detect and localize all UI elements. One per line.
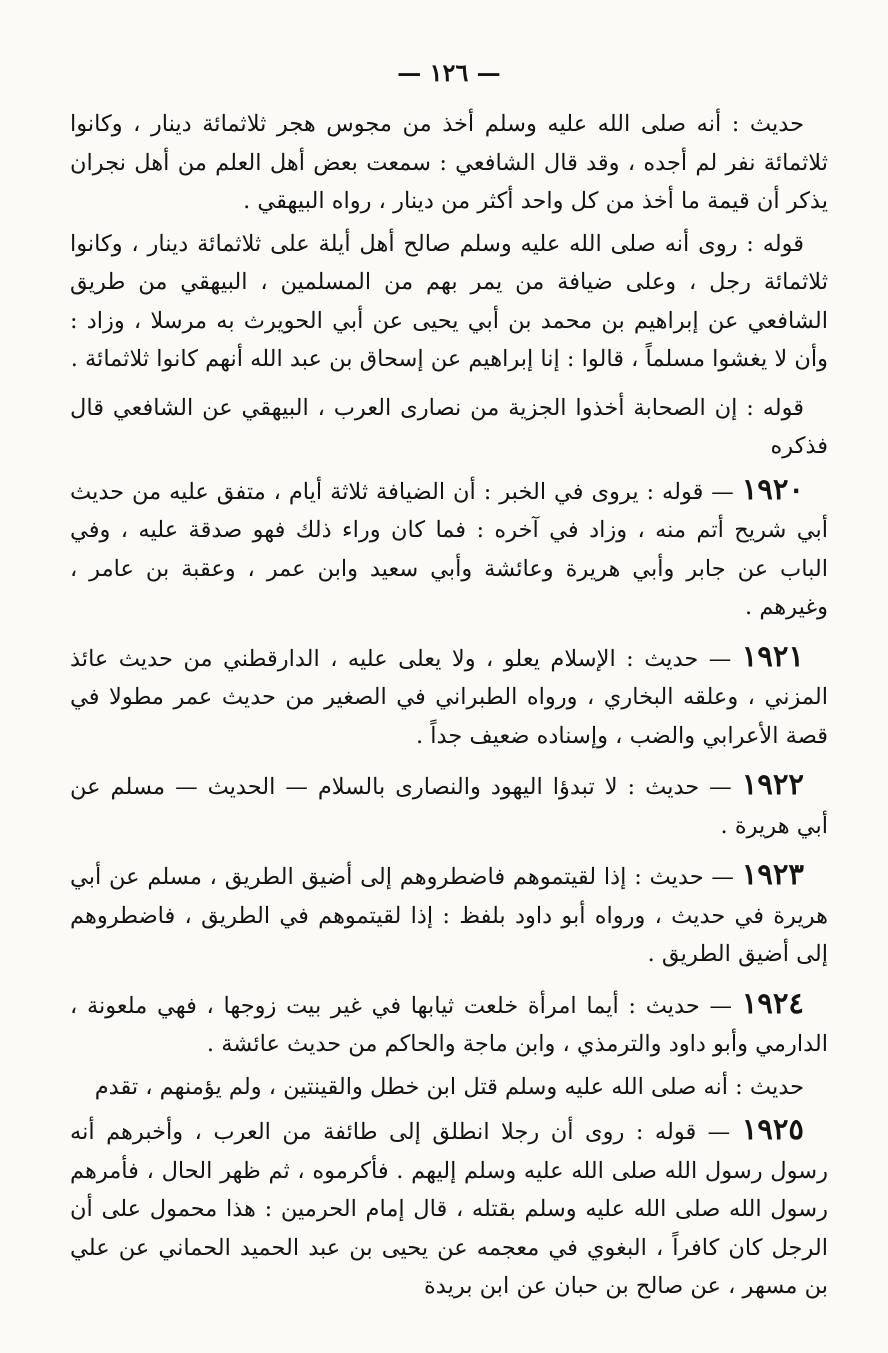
hadith-entry-1921 bbox=[70, 637, 828, 756]
paragraph-qawluh-ayla bbox=[70, 225, 828, 379]
paragraph-text: حديث : أنه صلى الله عليه وسلم قتل ابن خطل والقينتين ، ولم يؤمنهم ، تقدم bbox=[94, 1073, 804, 1100]
hadith-entry-1920 bbox=[70, 470, 828, 627]
paragraph-qawluh-sahaba bbox=[70, 389, 828, 466]
page-number: — ١٢٦ — bbox=[397, 58, 501, 87]
paragraph-hadith-majus bbox=[70, 105, 828, 221]
hadith-number: ١٩٢٤ bbox=[741, 985, 804, 1020]
hadith-entry-1923 bbox=[70, 855, 828, 974]
paragraph-text: حديث : أنه صلى الله عليه وسلم أخذ من مجوس هجر ثلاثمائة دينار ، وكانوا ثلاثمائة نفر لم أجده ، وقد قال الشافعي : سمعت بعض أهل العلم من أهل نجران يذكر أن قيمة ما أخذ من كل واحد أكثر من دينار ، رواه البيهقي . bbox=[70, 111, 828, 214]
paragraph-text: — حديث : لا تبدؤا اليهود والنصارى بالسلام — الحديث — مسلم عن أبي هريرة . bbox=[70, 774, 828, 839]
hadith-number: ١٩٢٥ bbox=[741, 1112, 804, 1146]
paragraph-text: — حديث : إذا لقيتموهم فاضطروهم إلى أضيق الطريق ، مسلم عن أبي هريرة في حديث ، ورواه أبو داود بلفظ : إذا لقيتموهم في الطريق ، فاضطروهم إلى أضيق الطريق . bbox=[70, 864, 828, 967]
hadith-entry-1922 bbox=[70, 765, 828, 845]
paragraph-text: قوله : روى أنه صلى الله عليه وسلم صالح أهل أيلة على ثلاثمائة دينار ، وكانوا ثلاثمائة رجل ، وعلى ضيافة من يمر بهم من المسلمين ، البيهقي من طريق الشافعي عن إبراهيم بن محمد بن أبي يحيى عن أبي الحويرث به مرسلا ، وزاد : وأن لا يغشوا مسلماً ، قالوا : إنا إبراهيم عن إسحاق بن عبد الله أنهم كانوا ثلاثمائة . bbox=[70, 230, 828, 372]
paragraph-text: — قوله : يروى في الخبر : أن الضيافة ثلاثة أيام ، متفق عليه من حديث أبي شريح أتم منه ، وزاد في آخره : فما كان وراء ذلك فهو صدقة عليه ، وفي الباب عن جابر وأبي هريرة وعائشة وأبي سعيد وابن عمر ، وعقبة بن عامر ، وغيرهم . bbox=[70, 478, 828, 620]
hadith-number: ١٩٢٢ bbox=[741, 767, 804, 801]
hadith-number: ١٩٢١ bbox=[741, 638, 805, 673]
paragraph-text: — حديث : أيما امرأة خلعت ثيابها في غير بيت زوجها ، فهي ملعونة ، الدارمي وأبو داود والترمذي ، وابن ماجة والحاكم من حديث عائشة . bbox=[70, 992, 828, 1057]
paragraph-text: — قوله : روى أن رجلا انطلق إلى طائفة من العرب ، وأخبرهم أنه رسول رسول الله صلى الله عليه وسلم إليهم . فأكرموه ، ثم ظهر الحال ، فأمرهم رسول الله صلى الله عليه وسلم بقتله ، قال إمام الحرمين : هذا محمول على أن الرجل كان كافراً ، البغوي في معجمه عن يحيى بن عبد الحميد الحماني عن علي بن مسهر ، عن صالح بن حبان عن ابن بريدة bbox=[70, 1119, 828, 1299]
hadith-entry-1924 bbox=[70, 984, 828, 1064]
hadith-entry-1925 bbox=[70, 1110, 828, 1306]
paragraph-text: قوله : إن الصحابة أخذوا الجزية من نصارى العرب ، البيهقي عن الشافعي قال فذكره bbox=[70, 394, 828, 459]
paragraph-text: — حديث : الإسلام يعلو ، ولا يعلى عليه ، الدارقطني من حديث عائذ المزني ، وعلقه البخاري ، ورواه الطبراني في الصغير من حديث عمر مطولا في قصة الأعرابي والضب ، وإسناده ضعيف جداً . bbox=[70, 645, 828, 749]
paragraph-hadith-ibn-khatal bbox=[70, 1068, 828, 1107]
hadith-number: ١٩٢٣ bbox=[741, 857, 804, 891]
hadith-number: ١٩٢٠ bbox=[741, 471, 805, 506]
